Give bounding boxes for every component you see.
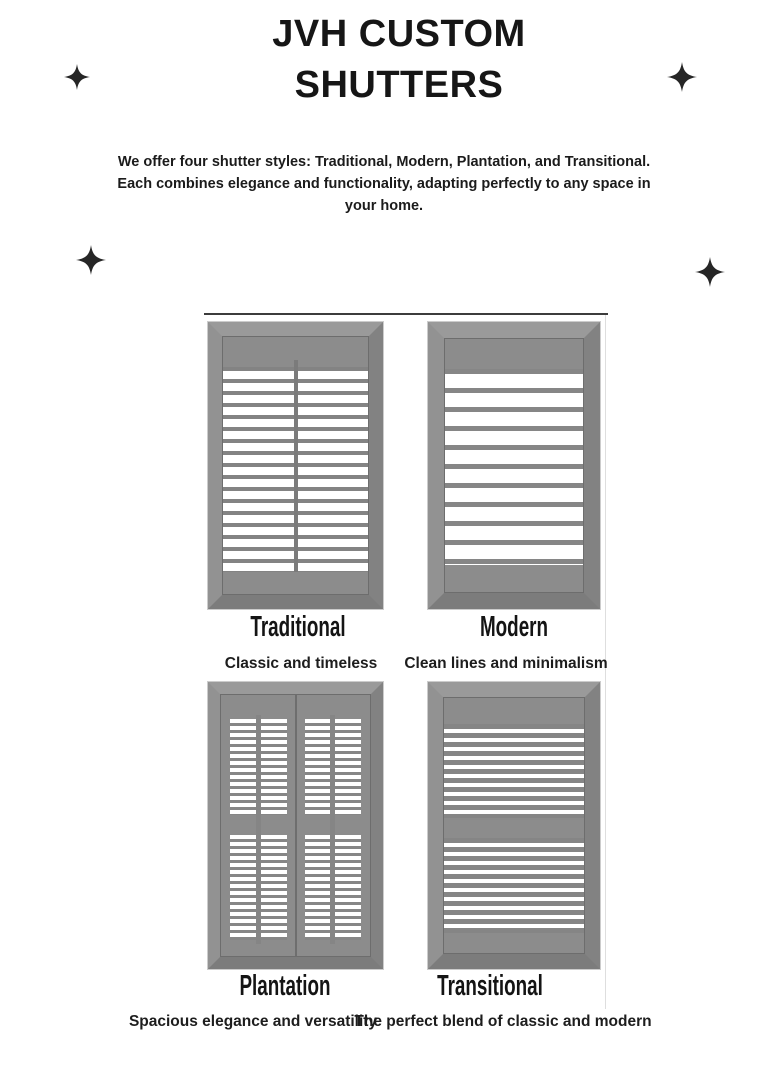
photo-label-plantation: Plantation [239,970,331,1002]
caption-plantation: Spacious elegance and versatility [128,1013,378,1030]
tilt-rod [294,360,298,578]
shutter-louvres [444,838,584,933]
shutter-louvres [335,835,361,940]
intro-line-1: We offer four shutter styles: Traditional, Modern, Plantation, and Transitional. [117,154,651,170]
shutter-photo-traditional [208,322,383,609]
panel-seam [295,695,297,956]
shutter-top-rail [444,698,584,724]
tilt-rod [330,715,335,944]
shutter-bottom-rail [444,933,584,953]
shutter-louvres [445,369,583,565]
shutter-louvres [261,835,287,940]
shutter-louvres [305,835,331,940]
shutter-interior [220,694,371,957]
shutter-left-panel [221,695,296,956]
sparkle-icon-top-left [64,62,90,92]
shutter-louvres [305,719,331,815]
divider-line [204,313,608,315]
shutter-interior [444,338,584,593]
shutter-louvres [230,719,256,815]
intro-line-3: your home. [344,198,424,214]
shutter-louvres [261,719,287,815]
shutter-louvres [444,724,584,818]
caption-transitional: The perfect blend of classic and modern [354,1013,652,1030]
photo-label-traditional: Traditional [250,611,346,643]
caption-modern: Clean lines and minimalism [404,655,608,672]
shutter-bottom-rail [445,565,583,592]
title-line-1: JVH CUSTOM [272,13,526,55]
shutter-top-rail [445,339,583,369]
photo-label-modern: Modern [479,611,549,643]
tilt-rod [256,715,261,944]
shutter-mid-rail [444,818,584,838]
shutter-interior [443,697,585,954]
sparkle-icon-mid-right [695,255,725,289]
photo-label-transitional: Transitional [437,970,543,1002]
shutter-interior [222,336,369,595]
shutter-louvres [335,719,361,815]
shutter-photo-modern [428,322,600,609]
page-title [30,9,768,111]
intro-line-2: Each combines elegance and functionality, adapting perfectly to any space in [117,176,651,192]
sparkle-icon-mid-left [76,243,106,277]
shutter-photo-plantation [208,682,383,969]
shutter-louvres [230,835,256,940]
shutter-right-panel [296,695,371,956]
caption-traditional: Classic and timeless [224,655,378,672]
sparkle-icon-top-right [667,60,697,94]
shutter-bottom-rail [223,572,368,594]
title-line-2: SHUTTERS [294,64,504,106]
shutter-photo-transitional [428,682,600,969]
intro-text [0,151,768,217]
